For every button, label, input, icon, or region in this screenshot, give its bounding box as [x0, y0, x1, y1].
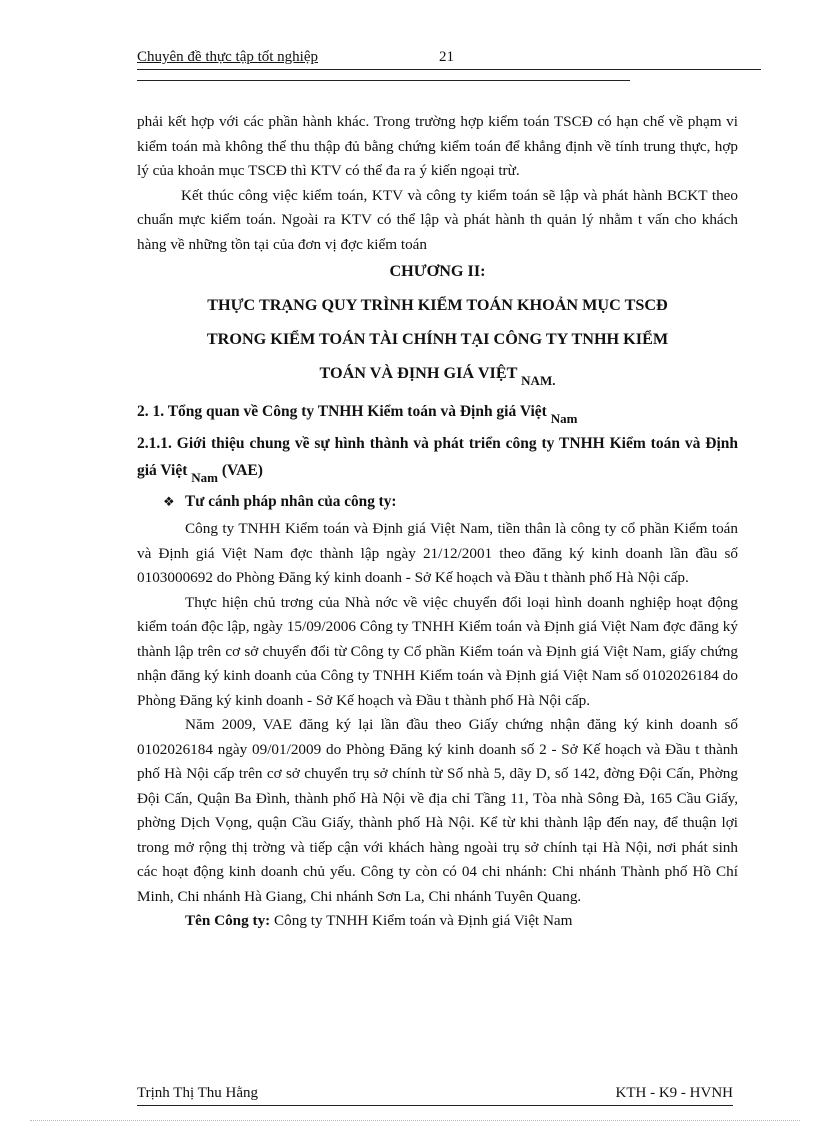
bullet-legal-status	[163, 490, 738, 515]
paragraph-conclusion: Kết thúc công việc kiểm toán, KTV và công ty kiểm toán sẽ lập và phát hành BCKT theo chuẩn mực kiểm toán. Ngoài ra KTV có thể lập và phát hành th quản lý nhằm t vấn cho khách hàng về những tồn tại của đơn vị đợc kiểm toán	[137, 186, 738, 253]
section-heading-2-1-1-sub: Nam	[191, 470, 218, 485]
footer-class-code: KTH - K9 - HVNH	[615, 1085, 733, 1101]
paragraph-continued: phải kết hợp với các phần hành khác. Trong trường hợp kiểm toán TSCĐ có hạn chế về phạm vi kiểm toán mà không thể thu thập đủ bằng chứng kiểm toán để khẳng định về tính trung thực, hợp lý của khoản mục TSCĐ thì KTV có thể đa ra ý kiến ngoại trừ.	[137, 113, 738, 179]
company-name-line	[137, 909, 738, 934]
page-header	[137, 49, 761, 70]
section-heading-2-1-sub: Nam	[550, 411, 578, 426]
footer-author: Trịnh Thị Thu Hằng	[137, 1085, 258, 1101]
chapter-title	[137, 289, 738, 390]
header-title: Chuyên đề thực tập tốt nghiệp	[137, 49, 319, 65]
section-heading-2-1-text: 2. 1. Tổng quan về Công ty TNHH Kiểm toán và Định giá Việt	[137, 403, 547, 420]
bullet-legal-status-text: Tư cánh pháp nhân của công ty:	[185, 493, 397, 510]
page-bottom-divider	[30, 1120, 800, 1121]
chapter-title-line-3-end: .	[552, 373, 556, 388]
chapter-title-line-3	[137, 357, 738, 390]
section-heading-2-1	[137, 400, 738, 424]
section-heading-2-1-1-text: 2.1.1. Giới thiệu chung về sự hình thành và phát triển công ty TNHH Kiểm toán và Định giá Việt	[137, 435, 738, 479]
diamond-bullet-icon: ❖	[163, 495, 175, 510]
company-name-value: Công ty TNHH Kiểm toán và Định giá Việt Nam	[274, 912, 573, 929]
chapter-title-line-3-sub: NAM	[521, 373, 553, 388]
header-rule	[137, 80, 630, 81]
paragraph-conversion: Thực hiện chủ trơng của Nhà nớc về việc chuyển đổi loại hình doanh nghiệp hoạt động kiểm toán độc lập, ngày 15/09/2006 Công ty TNHH Kiểm toán và Định giá Việt Nam đợc đăng ký thành lập trên cơ sở chuyển đổi từ Công ty Cổ phần Kiểm toán và Định giá Việt Nam, giấy chứng nhận đăng ký kinh doanh của Công ty TNHH Kiểm toán và Định giá Việt Nam số 0102026184 do Phòng Đăng ký kinh doanh - Sở Kế hoạch và Đầu t thành phố Hà Nội cấp.	[137, 593, 738, 709]
page-footer	[137, 1085, 733, 1106]
chapter-title-line-1: THỰC TRẠNG QUY TRÌNH KIỂM TOÁN KHOẢN MỤC TSCĐ	[207, 296, 668, 314]
chapter-label: CHƯƠNG II:	[389, 262, 486, 280]
company-name-label: Tên Công ty:	[185, 912, 271, 929]
paragraph-history: Công ty TNHH Kiểm toán và Định giá Việt Nam, tiền thân là công ty cổ phần Kiểm toán và Định giá Việt Nam đợc thành lập ngày 21/12/2001 theo đăng ký kinh doanh lần đầu số 0103000692 do Phòng Đăng ký kinh doanh - Sở Kế hoạch và Đầu t thành phố Hà Nội cấp.	[137, 520, 738, 586]
chapter-title-line-3-text: TOÁN VÀ ĐỊNH GIÁ VIỆT	[319, 364, 518, 382]
section-heading-2-1-1	[137, 430, 738, 484]
paragraph-relocation: Năm 2009, VAE đăng ký lại lần đầu theo Giấy chứng nhận đăng ký kinh doanh số 0102026184 ngày 09/01/2009 do Phòng Đăng ký kinh doanh số 2 - Sở Kế hoạch và Đầu t thành phố Hà Nội cấp trên cơ sở chuyển trụ sở chính từ Số nhà 5, dãy D, số 142, đờng Đội Cấn, Phờng Đội Cấn, Quận Ba Đình, thành phố Hà Nội về địa chỉ Tầng 11, Tòa nhà Sông Đà, 165 Cầu Giấy, phờng Dịch Vọng, quận Cầu Giấy, thành phố Hà Nội. Kể từ khi thành lập đến nay, để thuận lợi trong mở rộng thị trờng và tiếp cận với khách hàng ngoài trụ sở chính tại Hà Nội, nơi phát sinh các hoạt động kinh doanh chủ yếu. Công ty còn có 04 chi nhánh: Chi nhánh Thành phố Hồ Chí Minh, Chi nhánh Hà Giang, Chi nhánh Sơn La, Chi nhánh Tuyên Quang.	[137, 716, 738, 905]
page-body	[137, 110, 738, 934]
section-heading-2-1-1-end: (VAE)	[221, 462, 263, 479]
page-number: 21	[439, 49, 454, 65]
chapter-title-line-2: TRONG KIỂM TOÁN TÀI CHÍNH TẠI CÔNG TY TNHH KIỂM	[206, 330, 669, 348]
